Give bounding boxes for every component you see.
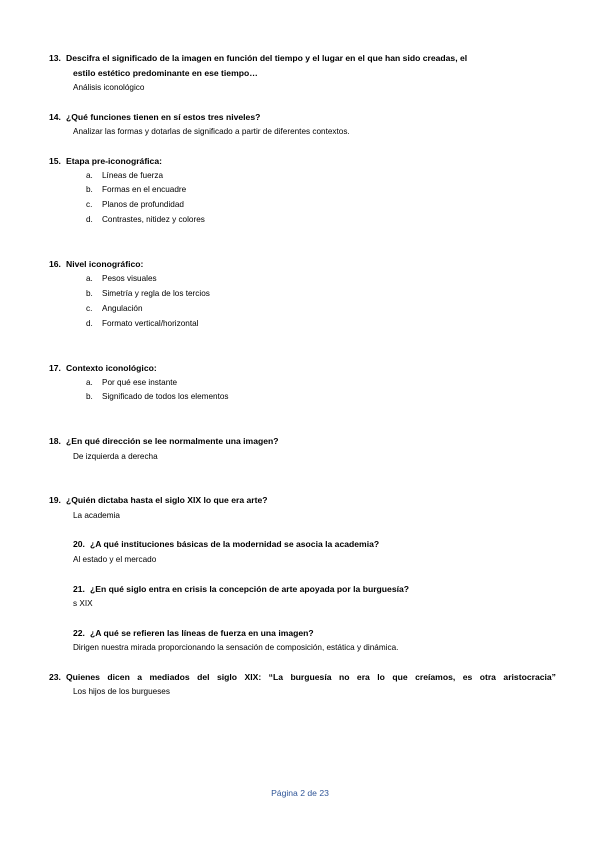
word: que — [392, 672, 408, 682]
list-marker: c. — [86, 304, 93, 313]
question-text: ¿En qué siglo entra en crisis la concepción de arte apoyada por la burguesía? — [90, 584, 410, 594]
list-item — [86, 199, 184, 210]
question-number: 15. — [49, 156, 61, 166]
list-marker: a. — [86, 378, 93, 387]
word: XIX: — [244, 672, 262, 682]
question-text: Contexto iconológico: — [66, 363, 157, 373]
word: “La — [268, 672, 283, 682]
answer-23: Los hijos de los burgueses — [73, 687, 170, 696]
word: otra — [479, 672, 496, 682]
answer-20: Al estado y el mercado — [73, 555, 157, 564]
word: no — [338, 672, 350, 682]
list-item — [86, 318, 198, 329]
word: siglo — [216, 672, 238, 682]
list-item-text: Formas en el encuadre — [102, 185, 187, 194]
word: del — [197, 672, 210, 682]
list-marker: d. — [86, 215, 93, 224]
question-text: ¿Qué funciones tienen en sí estos tres niveles? — [66, 112, 261, 122]
list-item-text: Líneas de fuerza — [102, 171, 163, 180]
list-item-text: Simetría y regla de los tercios — [102, 289, 210, 298]
word: era — [356, 672, 370, 682]
question-number: 16. — [49, 259, 61, 269]
word: creíamos, — [415, 672, 456, 682]
word: aristocracia” — [503, 672, 556, 682]
question-13-continuation: estilo estético predominante en ese tiempo… — [73, 68, 258, 78]
list-item — [86, 377, 177, 388]
question-19 — [49, 494, 268, 506]
question-17 — [49, 362, 157, 374]
list-item — [86, 303, 143, 314]
list-item — [86, 184, 186, 195]
list-item-text: Pesos visuales — [102, 274, 157, 283]
question-text: Etapa pre-iconográfica: — [66, 156, 162, 166]
question-number: 21. — [73, 584, 85, 594]
question-number: 17. — [49, 363, 61, 373]
question-number: 22. — [73, 628, 85, 638]
list-marker: a. — [86, 274, 93, 283]
question-text — [66, 671, 556, 683]
question-22 — [73, 627, 314, 639]
question-21 — [73, 583, 409, 595]
list-item-text: Significado de todos los elementos — [102, 392, 229, 401]
list-item — [86, 391, 229, 402]
question-text: Nivel iconográfico: — [66, 259, 144, 269]
question-text: ¿En qué dirección se lee normalmente una imagen? — [66, 436, 279, 446]
answer-13: Análisis iconológico — [73, 83, 145, 92]
question-13 — [49, 52, 467, 64]
list-item-text: Contrastes, nitidez y colores — [102, 215, 205, 224]
question-15 — [49, 155, 162, 167]
question-text: ¿Quién dictaba hasta el siglo XIX lo que era arte? — [66, 495, 268, 505]
word: burguesía — [290, 672, 332, 682]
word: dicen — [107, 672, 130, 682]
answer-19: La academia — [73, 511, 120, 520]
list-marker: d. — [86, 319, 93, 328]
question-16 — [49, 258, 143, 270]
list-item — [86, 170, 163, 181]
question-number: 18. — [49, 436, 61, 446]
list-item-text: Angulación — [102, 304, 143, 313]
question-23 — [49, 671, 556, 683]
list-marker: c. — [86, 200, 93, 209]
list-item-text: Formato vertical/horizontal — [102, 319, 199, 328]
question-18 — [49, 435, 279, 447]
question-text: ¿A qué instituciones básicas de la modernidad se asocia la academia? — [90, 539, 380, 549]
answer-22: Dirigen nuestra mirada proporcionando la sensación de composición, estática y dinámica. — [73, 643, 399, 652]
list-item — [86, 273, 157, 284]
question-number: 19. — [49, 495, 61, 505]
list-item — [86, 288, 210, 299]
list-item-text: Por qué ese instante — [102, 378, 178, 387]
answer-14: Analizar las formas y dotarlas de significado a partir de diferentes contextos. — [73, 127, 350, 136]
word: Quienes — [66, 672, 100, 682]
list-item — [86, 214, 205, 225]
word: lo — [377, 672, 385, 682]
list-marker: b. — [86, 185, 93, 194]
list-item-text: Planos de profundidad — [102, 200, 184, 209]
list-marker: b. — [86, 289, 93, 298]
question-number: 20. — [73, 539, 85, 549]
question-number: 13. — [49, 53, 61, 63]
question-text: ¿A qué se refieren las líneas de fuerza en una imagen? — [90, 628, 314, 638]
word: mediados — [149, 672, 190, 682]
answer-18: De izquierda a derecha — [73, 452, 158, 461]
question-20 — [73, 538, 379, 550]
question-14 — [49, 111, 260, 123]
list-marker: a. — [86, 171, 93, 180]
question-number: 14. — [49, 112, 61, 122]
word: es — [462, 672, 473, 682]
word: a — [137, 672, 143, 682]
page-number-footer: Página 2 de 23 — [271, 788, 329, 798]
question-text: Descifra el significado de la imagen en función del tiempo y el lugar en el que han sido creadas, el — [66, 53, 468, 63]
list-marker: b. — [86, 392, 93, 401]
answer-21: s XIX — [73, 599, 93, 608]
question-number: 23. — [49, 672, 61, 682]
